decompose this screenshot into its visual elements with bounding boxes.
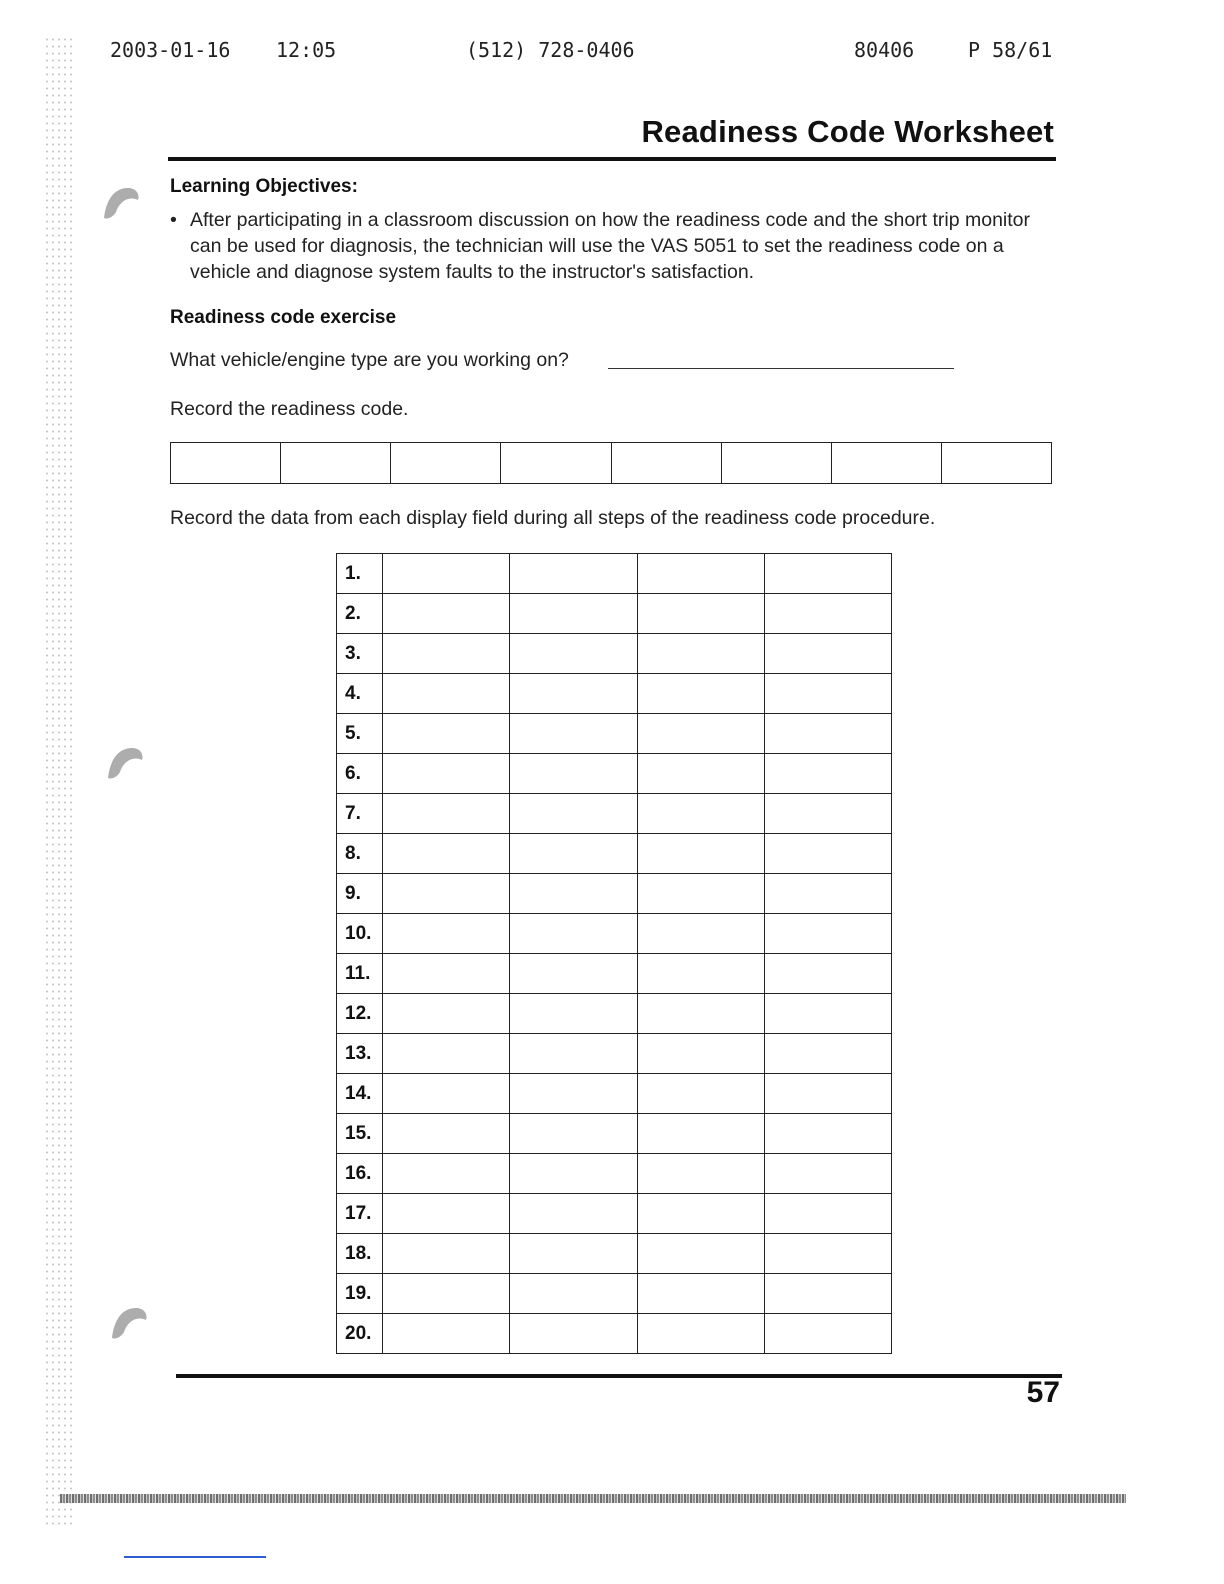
- data-cell[interactable]: [637, 634, 764, 674]
- data-cell[interactable]: [764, 594, 891, 634]
- table-row: [337, 1234, 892, 1274]
- data-cell[interactable]: [637, 914, 764, 954]
- readiness-code-box[interactable]: [391, 443, 501, 483]
- data-cell[interactable]: [510, 874, 637, 914]
- row-number: 13.: [337, 1034, 383, 1074]
- data-cell[interactable]: [510, 1154, 637, 1194]
- row-number: 15.: [337, 1114, 383, 1154]
- vehicle-answer-line[interactable]: [608, 368, 954, 369]
- row-number: 8.: [337, 834, 383, 874]
- table-row: [337, 754, 892, 794]
- data-cell[interactable]: [383, 594, 510, 634]
- data-cell[interactable]: [383, 634, 510, 674]
- data-cell[interactable]: [510, 1234, 637, 1274]
- data-cell[interactable]: [764, 1074, 891, 1114]
- data-cell[interactable]: [637, 1154, 764, 1194]
- table-row: [337, 1074, 892, 1114]
- row-number: 7.: [337, 794, 383, 834]
- table-row: [337, 594, 892, 634]
- data-cell[interactable]: [764, 1274, 891, 1314]
- readiness-code-box[interactable]: [832, 443, 942, 483]
- data-cell[interactable]: [383, 1234, 510, 1274]
- vehicle-question: What vehicle/engine type are you working on?: [170, 349, 569, 371]
- data-cell[interactable]: [637, 874, 764, 914]
- table-row: [337, 1034, 892, 1074]
- data-cell[interactable]: [764, 754, 891, 794]
- table-row: [337, 1314, 892, 1354]
- data-cell[interactable]: [383, 674, 510, 714]
- row-number: 2.: [337, 594, 383, 634]
- table-row: [337, 994, 892, 1034]
- data-cell[interactable]: [383, 554, 510, 594]
- record-code-instruction: Record the readiness code.: [170, 398, 409, 420]
- title-rule: [168, 157, 1056, 161]
- readiness-code-box[interactable]: [722, 443, 832, 483]
- table-row: [337, 1194, 892, 1234]
- data-cell[interactable]: [764, 834, 891, 874]
- row-number: 6.: [337, 754, 383, 794]
- data-cell[interactable]: [637, 1034, 764, 1074]
- row-number: 1.: [337, 554, 383, 594]
- data-cell[interactable]: [383, 754, 510, 794]
- data-cell[interactable]: [383, 1034, 510, 1074]
- row-number: 3.: [337, 634, 383, 674]
- data-cell[interactable]: [510, 794, 637, 834]
- data-cell[interactable]: [764, 914, 891, 954]
- readiness-code-boxes: [170, 442, 1052, 484]
- data-cell[interactable]: [510, 1314, 637, 1354]
- data-cell[interactable]: [764, 1194, 891, 1234]
- table-row: [337, 1154, 892, 1194]
- row-number: 18.: [337, 1234, 383, 1274]
- data-cell[interactable]: [637, 994, 764, 1034]
- punch-hole-icon: [100, 182, 144, 222]
- data-cell[interactable]: [510, 1114, 637, 1154]
- footer-rule: [176, 1374, 1062, 1378]
- data-cell[interactable]: [510, 754, 637, 794]
- punch-hole-icon: [104, 742, 148, 782]
- data-cell[interactable]: [383, 1114, 510, 1154]
- data-cell[interactable]: [637, 794, 764, 834]
- data-cell[interactable]: [637, 1314, 764, 1354]
- row-number: 14.: [337, 1074, 383, 1114]
- data-cell[interactable]: [510, 1274, 637, 1314]
- table-row: [337, 874, 892, 914]
- fax-scan-strip: [60, 1494, 1126, 1503]
- objectives-heading: Learning Objectives:: [170, 176, 358, 197]
- data-cell[interactable]: [510, 834, 637, 874]
- data-cell[interactable]: [510, 634, 637, 674]
- fax-id: 80406: [854, 38, 915, 62]
- table-row: [337, 954, 892, 994]
- data-cell[interactable]: [383, 914, 510, 954]
- data-cell[interactable]: [510, 714, 637, 754]
- data-cell[interactable]: [383, 1314, 510, 1354]
- table-row: [337, 1274, 892, 1314]
- punch-hole-icon: [108, 1302, 152, 1342]
- data-cell[interactable]: [764, 674, 891, 714]
- data-cell[interactable]: [510, 594, 637, 634]
- data-cell[interactable]: [510, 994, 637, 1034]
- row-number: 19.: [337, 1274, 383, 1314]
- data-cell[interactable]: [637, 714, 764, 754]
- exercise-heading: Readiness code exercise: [170, 307, 397, 328]
- data-cell[interactable]: [510, 1074, 637, 1114]
- data-cell[interactable]: [383, 954, 510, 994]
- data-cell[interactable]: [764, 1234, 891, 1274]
- data-cell[interactable]: [383, 1274, 510, 1314]
- table-row: [337, 634, 892, 674]
- table-row: [337, 914, 892, 954]
- row-number: 17.: [337, 1194, 383, 1234]
- fax-scan-edge: [44, 36, 72, 1526]
- data-cell[interactable]: [510, 1034, 637, 1074]
- data-cell[interactable]: [764, 1314, 891, 1354]
- data-cell[interactable]: [637, 594, 764, 634]
- readiness-code-box[interactable]: [942, 443, 1051, 483]
- row-number: 5.: [337, 714, 383, 754]
- data-cell[interactable]: [383, 1194, 510, 1234]
- data-cell[interactable]: [764, 954, 891, 994]
- table-row: [337, 554, 892, 594]
- data-cell[interactable]: [637, 954, 764, 994]
- data-cell[interactable]: [383, 994, 510, 1034]
- data-cell[interactable]: [637, 554, 764, 594]
- table-row: [337, 794, 892, 834]
- data-cell[interactable]: [383, 834, 510, 874]
- fax-phone: (512) 728-0406: [466, 38, 635, 62]
- readiness-code-box[interactable]: [281, 443, 391, 483]
- record-data-instruction: Record the data from each display field during all steps of the readiness code procedure.: [170, 507, 936, 529]
- row-number: 4.: [337, 674, 383, 714]
- row-number: 16.: [337, 1154, 383, 1194]
- data-cell[interactable]: [510, 954, 637, 994]
- fax-header: [0, 38, 1224, 68]
- data-cell[interactable]: [637, 1074, 764, 1114]
- data-cell[interactable]: [764, 634, 891, 674]
- fax-page: P 58/61: [968, 38, 1053, 62]
- data-cell[interactable]: [383, 794, 510, 834]
- data-cell[interactable]: [764, 554, 891, 594]
- table-row: [337, 834, 892, 874]
- data-cell[interactable]: [510, 554, 637, 594]
- data-cell[interactable]: [510, 914, 637, 954]
- data-cell[interactable]: [764, 714, 891, 754]
- data-cell[interactable]: [637, 1234, 764, 1274]
- data-cell[interactable]: [637, 1114, 764, 1154]
- data-cell[interactable]: [637, 834, 764, 874]
- row-number: 9.: [337, 874, 383, 914]
- data-cell[interactable]: [383, 1074, 510, 1114]
- table-row: [337, 674, 892, 714]
- data-cell[interactable]: [383, 874, 510, 914]
- data-cell[interactable]: [637, 674, 764, 714]
- data-cell[interactable]: [637, 754, 764, 794]
- display-field-table: [336, 553, 892, 1354]
- data-cell[interactable]: [637, 1274, 764, 1314]
- fax-date: 2003-01-16: [110, 38, 231, 62]
- row-number: 12.: [337, 994, 383, 1034]
- data-cell[interactable]: [510, 674, 637, 714]
- data-cell[interactable]: [764, 874, 891, 914]
- data-cell[interactable]: [383, 714, 510, 754]
- data-cell[interactable]: [764, 1034, 891, 1074]
- data-cell[interactable]: [764, 994, 891, 1034]
- fax-time: 12:05: [276, 38, 337, 62]
- objective-bullet: • After participating in a classroom discussion on how the readiness code and the short trip monitor can be used for diagnosis, the technician will use the VAS 5051 to set the readiness code on a vehicle and diagnose system faults to the instructor's satisfaction.: [170, 207, 1050, 285]
- data-cell[interactable]: [764, 794, 891, 834]
- readiness-code-box[interactable]: [612, 443, 722, 483]
- row-number: 10.: [337, 914, 383, 954]
- data-cell[interactable]: [637, 1194, 764, 1234]
- data-cell[interactable]: [383, 1154, 510, 1194]
- blue-underline-mark: [124, 1556, 266, 1558]
- data-cell[interactable]: [510, 1194, 637, 1234]
- readiness-code-box[interactable]: [171, 443, 281, 483]
- readiness-code-box[interactable]: [501, 443, 611, 483]
- page-number: 57: [1026, 1376, 1060, 1409]
- page-title: Readiness Code Worksheet: [641, 114, 1054, 149]
- data-cell[interactable]: [764, 1154, 891, 1194]
- table-row: [337, 1114, 892, 1154]
- row-number: 11.: [337, 954, 383, 994]
- data-cell[interactable]: [764, 1114, 891, 1154]
- row-number: 20.: [337, 1314, 383, 1354]
- table-row: [337, 714, 892, 754]
